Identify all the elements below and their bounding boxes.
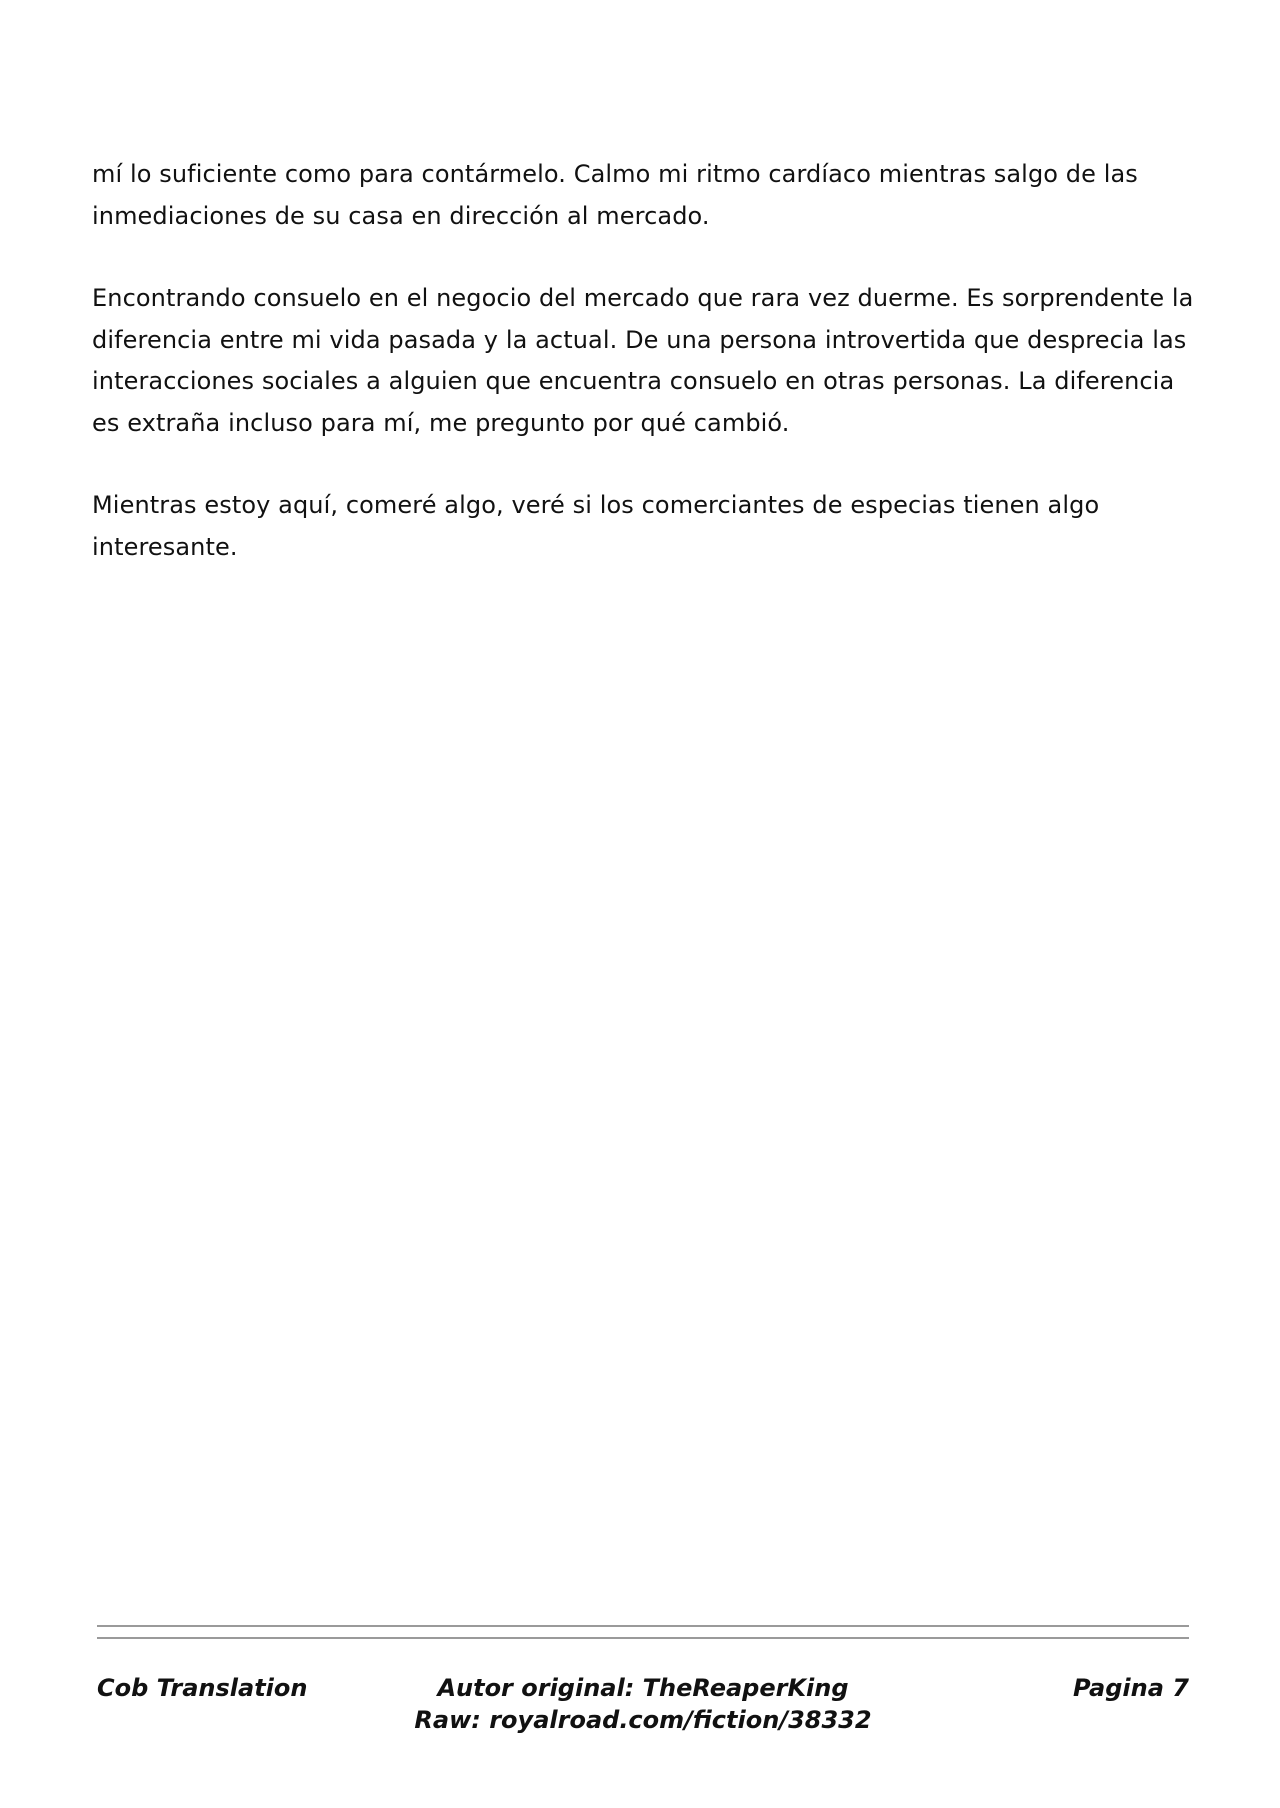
footer-rule-top [97,1625,1189,1627]
paragraph: mí lo suficiente como para contármelo. Calmo mi ritmo cardíaco mientras salgo de las inmediaciones de su casa en dirección al mercado. [92,160,1138,230]
document-body [92,154,1200,609]
footer-credits [97,1672,1189,1736]
footer-page-number: Pagina 7 [1073,1674,1189,1702]
footer-divider [97,1625,1189,1639]
footer-rule-bottom [97,1637,1189,1639]
paragraph: Mientras estoy aquí, comeré algo, veré si los comerciantes de especias tienen algo interesante. [92,491,1100,561]
footer-raw-source: Raw: royalroad.com/fiction/38332 [414,1706,872,1734]
paragraph: Encontrando consuelo en el negocio del mercado que rara vez duerme. Es sorprendente la diferencia entre mi vida pasada y la actual. De una persona introvertida que desprecia las interacciones sociales a alguien que encuentra consuelo en otras personas. La diferencia es extraña incluso para mí, me pregunto por qué cambió. [92,284,1194,437]
page-footer [97,1672,1189,1752]
footer-author: Autor original: TheReaperKing [437,1674,849,1702]
footer-translator: Cob Translation [97,1674,308,1702]
